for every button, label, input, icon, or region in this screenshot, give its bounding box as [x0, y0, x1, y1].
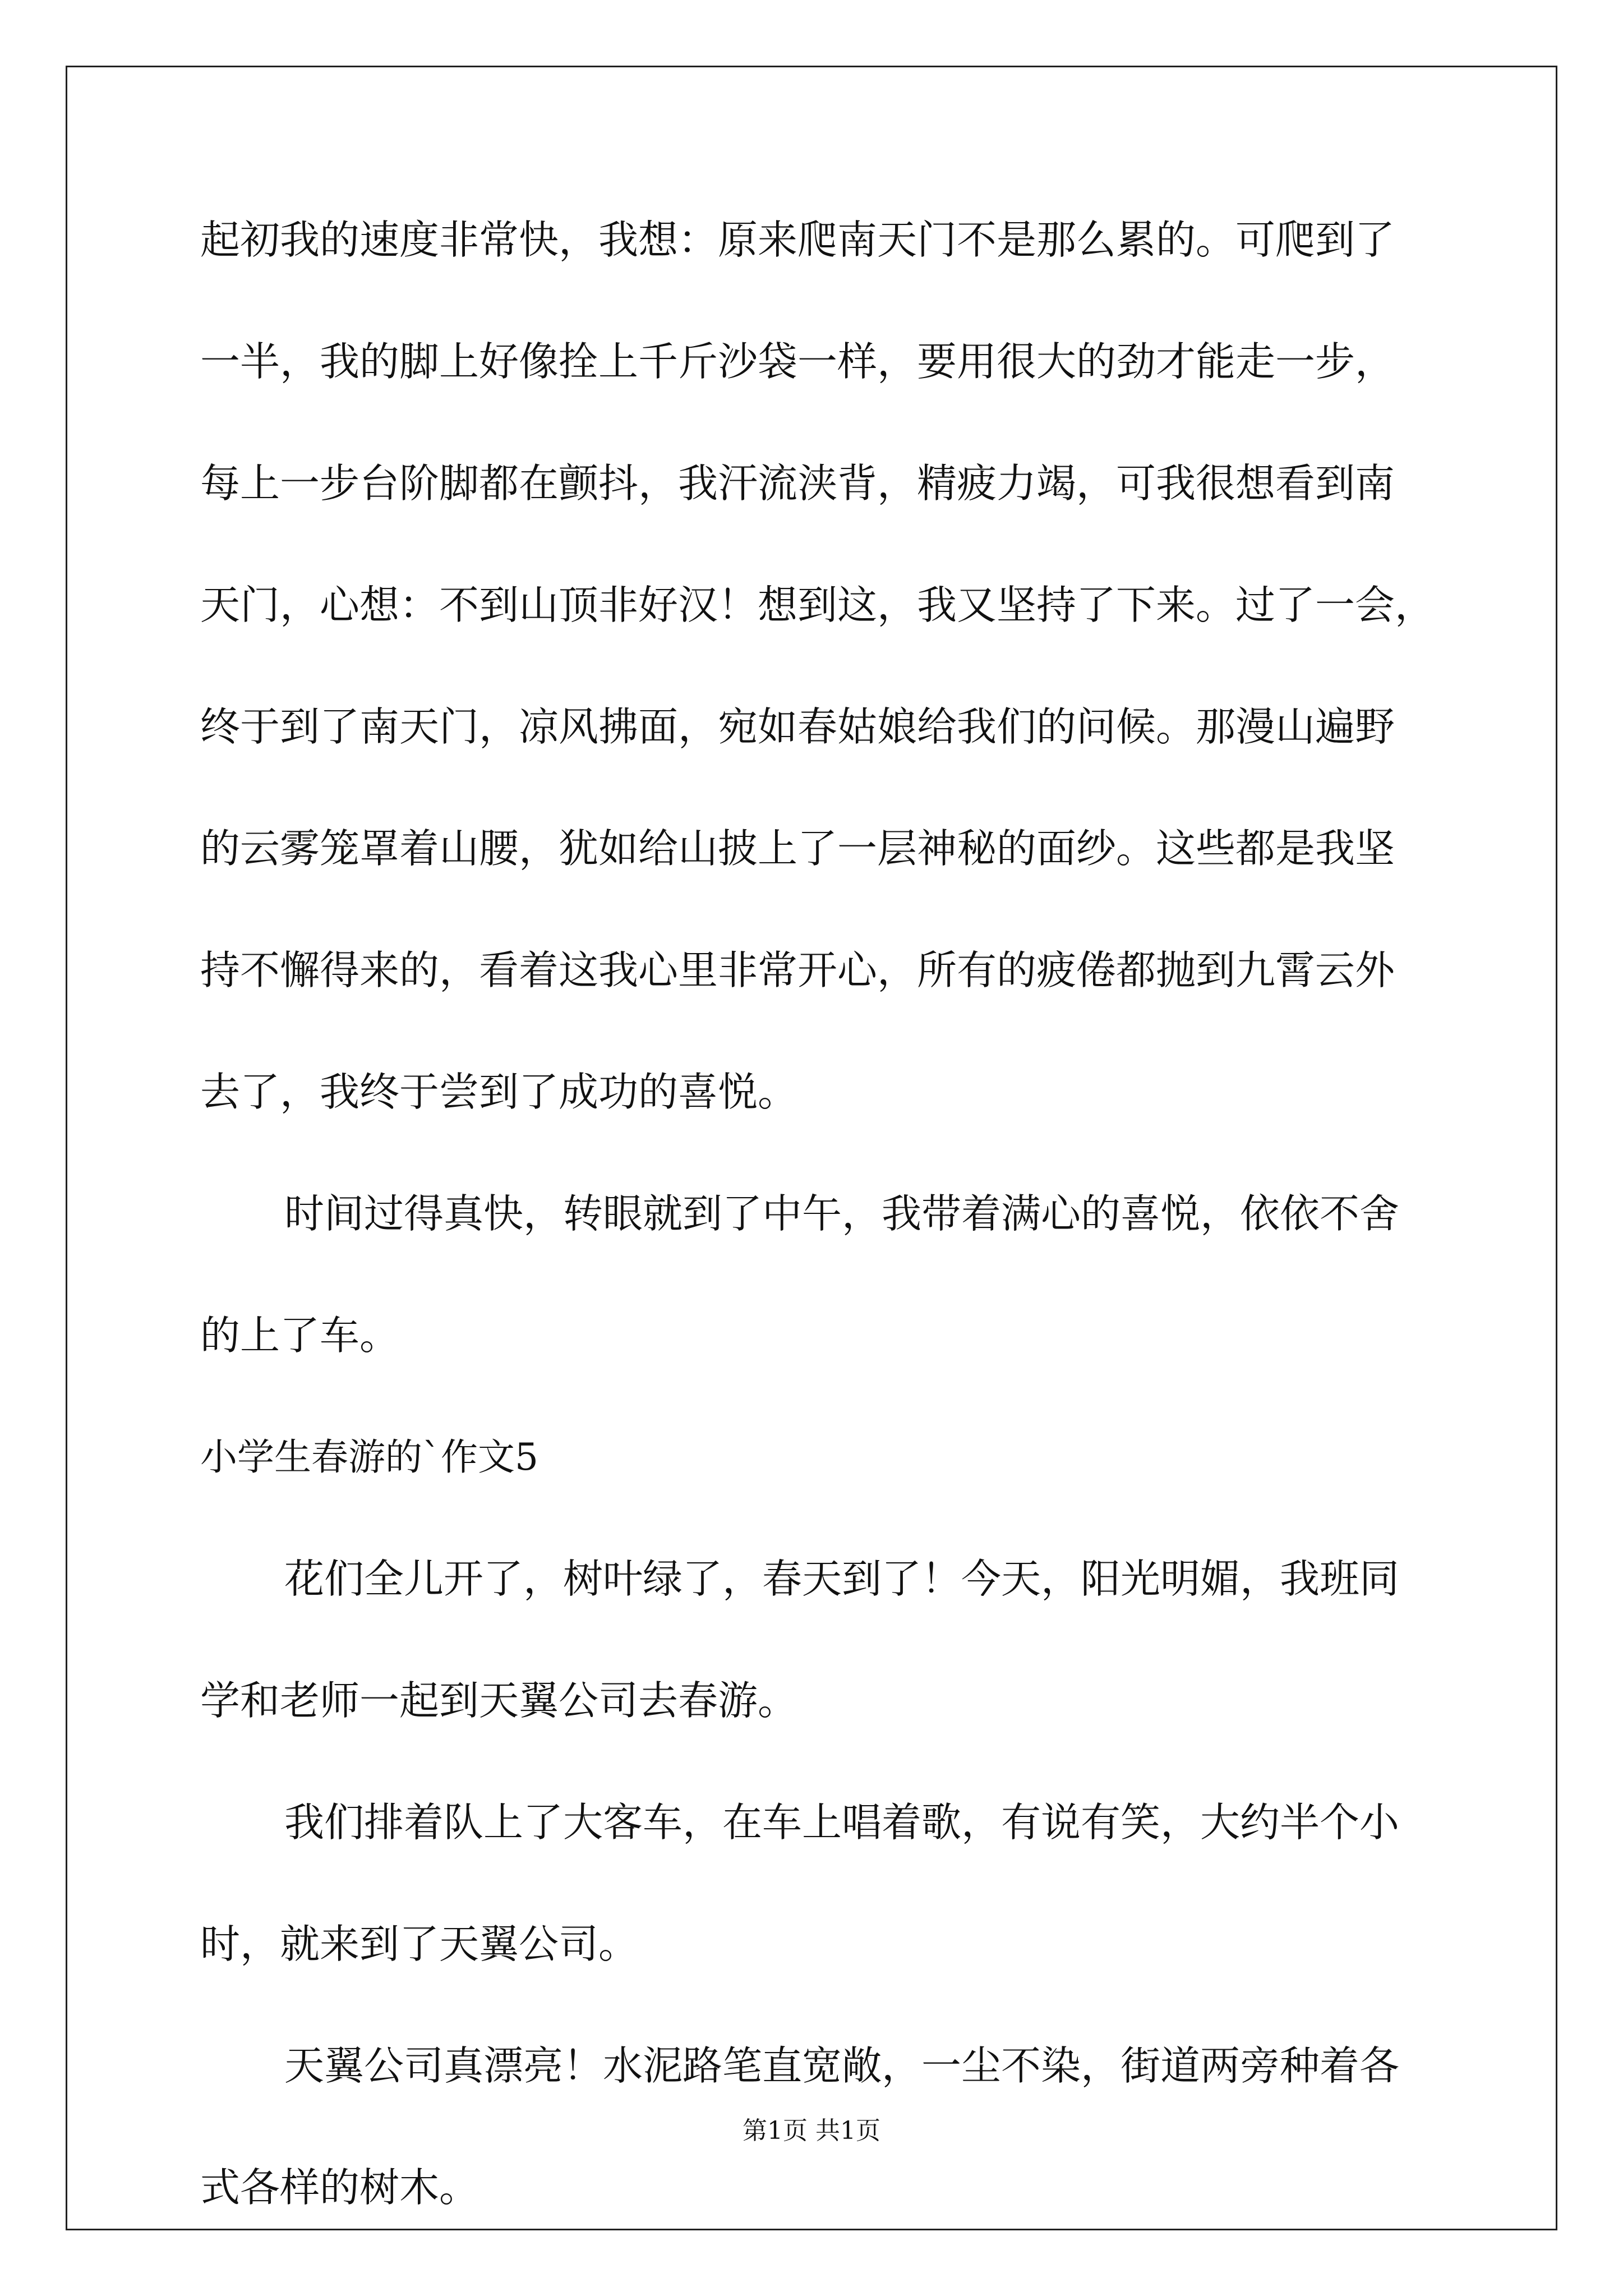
paragraph-line: 持不懈得来的，看着这我心里非常开心，所有的疲倦都抛到九霄云外: [200, 947, 1395, 993]
paragraph-line: 时，就来到了天翼公司。: [200, 1921, 639, 1967]
paragraph-line: 天翼公司真漂亮！水泥路笔直宽敞，一尘不染，街道两旁种着各: [284, 2042, 1400, 2089]
section-heading: 小学生春游的`作文5: [200, 1435, 538, 1479]
paragraph-line: 我们排着队上了大客车，在车上唱着歌，有说有笑，大约半个小: [284, 1799, 1400, 1846]
paragraph-line: 起初我的速度非常快，我想：原来爬南天门不是那么累的。可爬到了: [200, 217, 1395, 263]
paragraph-line: 的云雾笼罩着山腰，犹如给山披上了一层神秘的面纱。这些都是我坚: [200, 825, 1395, 872]
paragraph-line: 天门，心想：不到山顶非好汉！想到这，我又坚持了下来。过了一会，: [200, 582, 1435, 628]
paragraph-line: 每上一步台阶脚都在颤抖，我汗流浃背，精疲力竭，可我很想看到南: [200, 460, 1395, 507]
page-border: [66, 66, 1557, 2230]
paragraph-line: 的上了车。: [200, 1312, 400, 1359]
paragraph-line: 花们全儿开了，树叶绿了，春天到了！今天，阳光明媚，我班同: [284, 1556, 1400, 1602]
page-footer: 第1页 共1页: [743, 2116, 880, 2145]
paragraph-line: 终于到了南天门，凉风拂面，宛如春姑娘给我们的问候。那漫山遍野: [200, 703, 1395, 750]
paragraph-line: 学和老师一起到天翼公司去春游。: [200, 1677, 798, 1724]
paragraph-line: 时间过得真快，转眼就到了中午，我带着满心的喜悦，依依不舍: [284, 1190, 1400, 1237]
paragraph-line: 去了，我终于尝到了成功的喜悦。: [200, 1069, 798, 1115]
paragraph-line: 式各样的树木。: [200, 2164, 479, 2211]
paragraph-line: 一半，我的脚上好像拴上千斤沙袋一样，要用很大的劲才能走一步，: [200, 338, 1395, 385]
